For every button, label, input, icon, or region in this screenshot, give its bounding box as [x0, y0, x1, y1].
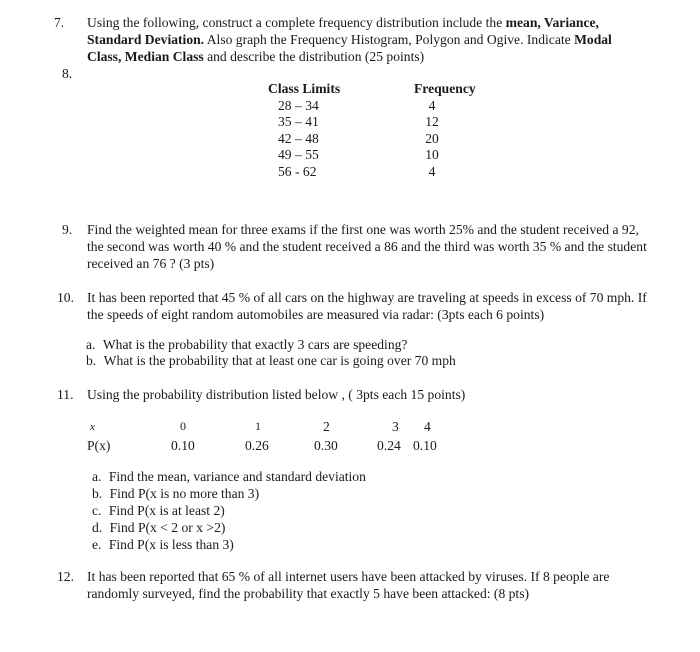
- sub-question-text: What is the probability that exactly 3 cars are speeding?: [102, 337, 408, 352]
- sub-question-label: a.: [92, 469, 102, 484]
- column-header-class-limits: Class Limits: [268, 81, 341, 96]
- question-number: 12.: [57, 569, 74, 584]
- sub-question-text: Find the mean, variance and standard deviation: [108, 469, 366, 484]
- question-number: 9.: [62, 222, 73, 237]
- x-value: 1: [255, 419, 261, 433]
- sub-question: [86, 336, 407, 353]
- text-line: Find the weighted mean for three exams if the first one was worth 25% and the student received a 92,: [87, 222, 639, 237]
- sub-question-text: Find P(x is no more than 3): [109, 486, 260, 501]
- question-text: [87, 221, 647, 272]
- table-row: [268, 113, 498, 130]
- frequency-cell: 20: [425, 130, 439, 146]
- sub-question-label: b.: [86, 353, 97, 368]
- sub-question: [92, 519, 225, 536]
- question-number: 7.: [54, 15, 65, 30]
- text-line: the speeds of eight random automobiles are measured via radar: (3pts each 6 points): [87, 307, 545, 322]
- x-value: 3: [392, 419, 399, 434]
- frequency-cell: 12: [425, 114, 439, 129]
- frequency-cell: 4: [428, 163, 436, 179]
- class-limits-cell: 28 – 34: [278, 97, 319, 113]
- p-value: 0.10: [171, 438, 195, 453]
- bold-run: mean, Variance,: [505, 15, 599, 30]
- text-line: the second was worth 40 % and the student received a 86 and the third was worth 35 % and the student: [87, 239, 647, 254]
- sub-question: [92, 468, 366, 485]
- question-text: [87, 289, 647, 323]
- class-limits-cell: 35 – 41: [278, 114, 319, 129]
- class-limits-cell: 42 – 48: [278, 130, 319, 146]
- p-row-label: P(x): [87, 438, 111, 453]
- question-8-number: 8.: [62, 66, 73, 81]
- text-line: received an 76 ? (3 pts): [87, 256, 215, 271]
- sub-question-text: Find P(x < 2 or x >2): [109, 520, 226, 535]
- text-run: Using the following, construct a complete frequency distribution include the: [87, 15, 506, 30]
- sub-question: [92, 485, 259, 502]
- sub-question-label: c.: [92, 503, 102, 518]
- x-value: 2: [323, 419, 330, 434]
- text-line: It has been reported that 45 % of all cars on the highway are traveling at speeds in excess of 70 mph. If: [87, 290, 647, 305]
- table-row: [268, 163, 498, 180]
- sub-question: [92, 502, 225, 519]
- text-run: Also graph the Frequency Histogram, Polygon and Ogive. Indicate: [204, 32, 575, 47]
- p-value: 0.30: [314, 438, 338, 453]
- text-line: randomly surveyed, find the probability that exactly 5 have been attacked: (8 pts): [87, 586, 530, 601]
- bold-run: Standard Deviation.: [87, 32, 205, 47]
- frequency-cell: 4: [428, 97, 436, 113]
- bold-run: Class, Median Class: [87, 49, 204, 64]
- table-header: [268, 80, 498, 97]
- sub-question-text: What is the probability that at least one car is going over 70 mph: [103, 353, 456, 368]
- x-value: 0: [180, 419, 186, 433]
- frequency-cell: 10: [425, 147, 439, 162]
- p-value: 0.24: [377, 438, 401, 453]
- class-limits-cell: 49 – 55: [278, 147, 319, 162]
- question-text: Using the probability distribution listed below , ( 3pts each 15 points): [87, 387, 466, 402]
- p-value: 0.10: [413, 438, 437, 453]
- sub-question-label: e.: [92, 537, 102, 552]
- sub-question-label: b.: [92, 486, 103, 501]
- sub-question-text: Find P(x is less than 3): [108, 537, 234, 552]
- bold-run: Modal: [574, 32, 612, 47]
- x-row-label: x: [90, 421, 95, 433]
- text-run: and describe the distribution (25 points): [203, 49, 425, 64]
- question-text: [87, 568, 609, 602]
- sub-question-text: Find P(x is at least 2): [108, 503, 225, 518]
- table-row: [268, 97, 498, 114]
- question-text: [87, 14, 612, 65]
- text-line: It has been reported that 65 % of all internet users have been attacked by viruses. If 8 people are: [87, 569, 610, 584]
- class-limits-cell: 56 - 62: [278, 163, 317, 179]
- table-row: [268, 130, 498, 147]
- question-number: 11.: [57, 387, 74, 402]
- frequency-table: [268, 80, 498, 179]
- sub-question-label: d.: [92, 520, 103, 535]
- p-value: 0.26: [245, 438, 269, 453]
- column-header-frequency: Frequency: [414, 81, 476, 96]
- question-number: 10.: [57, 290, 74, 305]
- table-row: [268, 146, 498, 163]
- sub-question-label: a.: [86, 337, 96, 352]
- x-value: 4: [424, 419, 431, 434]
- sub-question: [86, 352, 456, 369]
- sub-question: [92, 536, 234, 553]
